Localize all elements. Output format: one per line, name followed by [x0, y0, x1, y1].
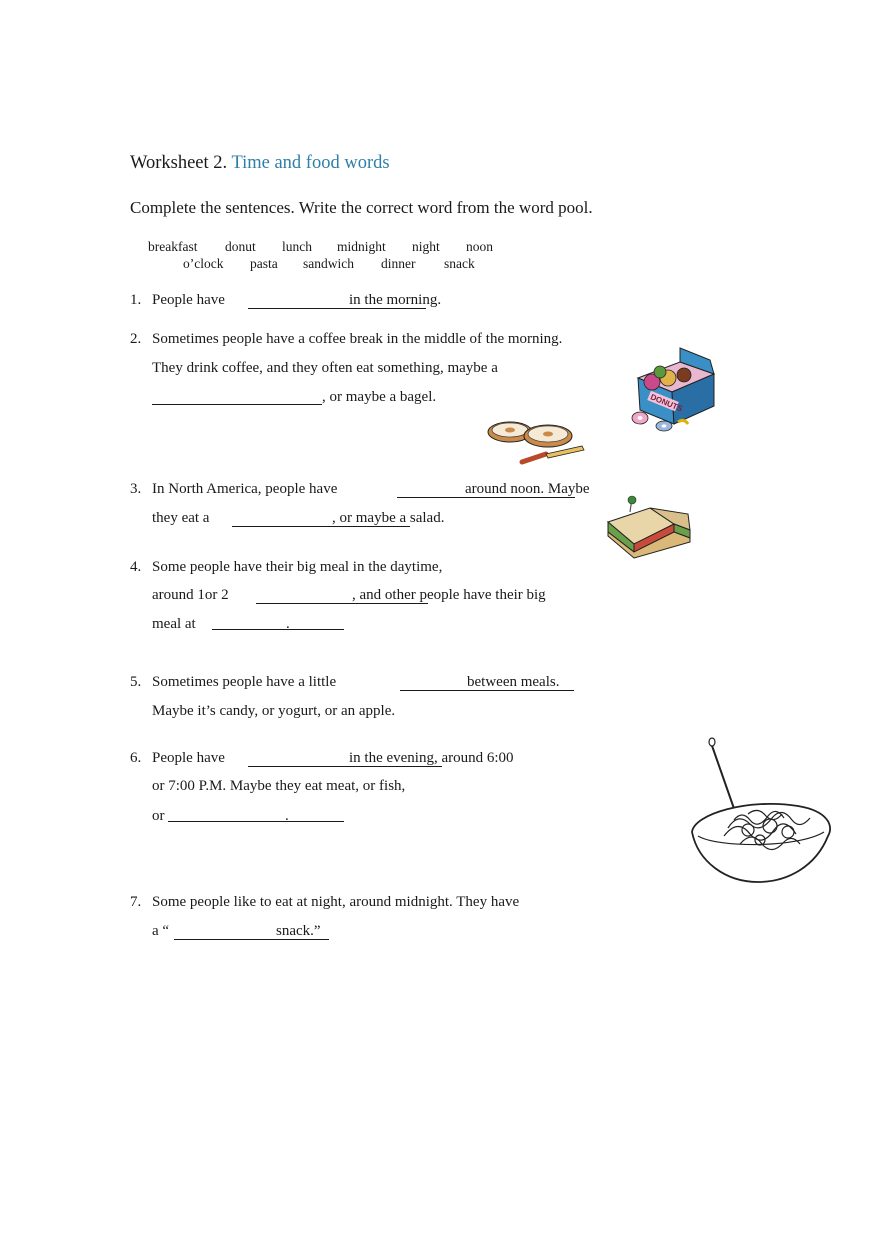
instructions: Complete the sentences. Write the correct word from the word pool.	[130, 198, 593, 217]
q6-number: 6.	[130, 750, 142, 766]
q3-number: 3.	[130, 481, 142, 497]
q6-text-c: or	[152, 808, 165, 824]
q2-answer-blank[interactable]	[152, 404, 322, 405]
q2-number: 2.	[130, 331, 142, 347]
q4-number: 4.	[130, 559, 142, 575]
word-breakfast: breakfast	[148, 239, 198, 254]
q2-line-1: Sometimes people have a coffee break in the middle of the morning.	[152, 331, 563, 347]
donut-box-illustration	[630, 348, 722, 434]
q6-text-b: in the evening, around 6:00	[349, 750, 514, 766]
q3-text-c: they eat a	[152, 510, 210, 526]
q4-text-a: around 1or 2	[152, 587, 229, 603]
q5-text-b: between meals.	[467, 674, 560, 690]
q6-line-2: or 7:00 P.M. Maybe they eat meat, or fish,	[152, 778, 406, 794]
q1-text-b: in the morning.	[349, 292, 442, 308]
q1-number: 1.	[130, 292, 142, 308]
q2-line-2: They drink coffee, and they often eat something, maybe a	[152, 360, 498, 376]
q4-text-c: meal at	[152, 616, 196, 632]
q6-period: .	[285, 808, 289, 824]
pasta-bowl-illustration	[688, 736, 836, 886]
word-dinner: dinner	[381, 256, 416, 271]
q5-text-a: Sometimes people have a little	[152, 674, 337, 690]
q4-answer-blank-2[interactable]	[212, 629, 344, 630]
q7-text-a: a “	[152, 923, 170, 939]
q3-text-b: around noon. Maybe	[465, 481, 590, 497]
title-accent: Time and food words	[231, 153, 390, 173]
q4-period: .	[286, 616, 290, 632]
q7-number: 7.	[130, 894, 142, 910]
q1-text-a: People have	[152, 292, 225, 308]
knife-handle	[522, 454, 546, 462]
q5-number: 5.	[130, 674, 142, 690]
q4-text-b: , and other people have their big	[352, 587, 546, 603]
word-snack: snack	[444, 256, 475, 271]
q7-text-b: snack.”	[276, 923, 321, 939]
bagel-illustration	[486, 412, 586, 470]
worksheet-title	[130, 153, 390, 174]
donut-box-label: DONUTS	[649, 392, 684, 414]
q5-line-2: Maybe it’s candy, or yogurt, or an apple.	[152, 703, 396, 719]
word-pasta: pasta	[250, 256, 278, 271]
q6-text-a: People have	[152, 750, 225, 766]
q3-text-a: In North America, people have	[152, 481, 338, 497]
word-night: night	[412, 239, 440, 254]
q4-line-1: Some people have their big meal in the daytime,	[152, 559, 443, 575]
q7-line-1: Some people like to eat at night, around midnight. They have	[152, 894, 520, 910]
title-prefix: Worksheet 2.	[130, 153, 232, 173]
word-midnight: midnight	[337, 239, 386, 254]
sandwich-illustration	[604, 494, 692, 560]
q6-answer-blank-2[interactable]	[168, 821, 344, 822]
q2-line-3: , or maybe a bagel.	[322, 389, 437, 405]
q3-text-d: , or maybe a salad.	[332, 510, 445, 526]
word-lunch: lunch	[282, 239, 312, 254]
word-sandwich: sandwich	[303, 256, 354, 271]
word-oclock: o’clock	[183, 256, 224, 271]
word-donut: donut	[225, 239, 256, 254]
word-noon: noon	[466, 239, 493, 254]
